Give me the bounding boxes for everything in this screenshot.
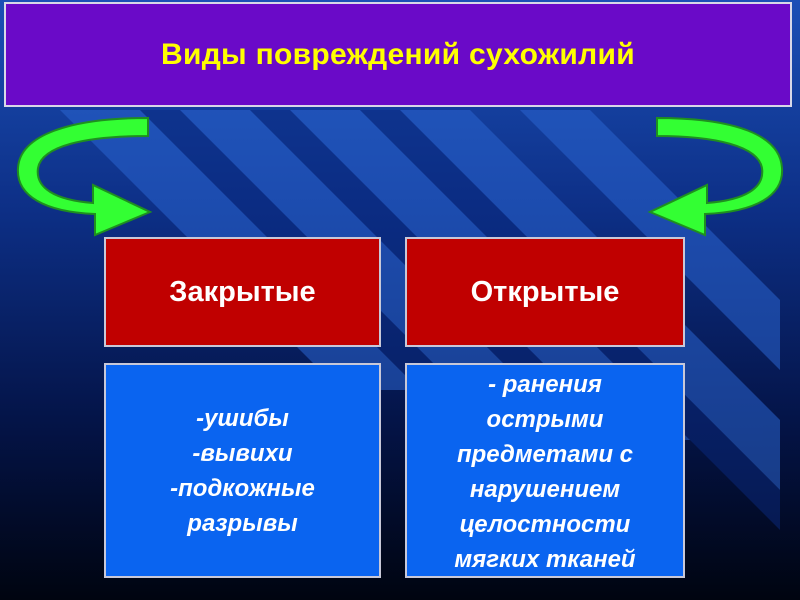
- list-item: -подкожные: [170, 474, 315, 502]
- list-item: мягких тканей: [454, 546, 636, 573]
- category-closed-box: [104, 237, 381, 347]
- list-item: целостности: [459, 511, 631, 538]
- category-open-label: Открытые: [470, 275, 620, 308]
- closed-injuries-list: [104, 363, 381, 578]
- list-item: нарушением: [469, 476, 621, 503]
- open-injuries-list: [405, 363, 685, 578]
- category-closed-label: Закрытые: [169, 275, 316, 308]
- list-item: -ушибы: [196, 404, 289, 432]
- list-item: - ранения: [488, 371, 602, 398]
- list-item: острыми: [486, 406, 604, 433]
- list-item: предметами с: [456, 441, 633, 468]
- list-item: разрывы: [187, 509, 298, 537]
- list-item: -вывихи: [192, 439, 293, 467]
- title: Виды повреждений сухожилий: [160, 37, 635, 71]
- category-open-box: [405, 237, 685, 347]
